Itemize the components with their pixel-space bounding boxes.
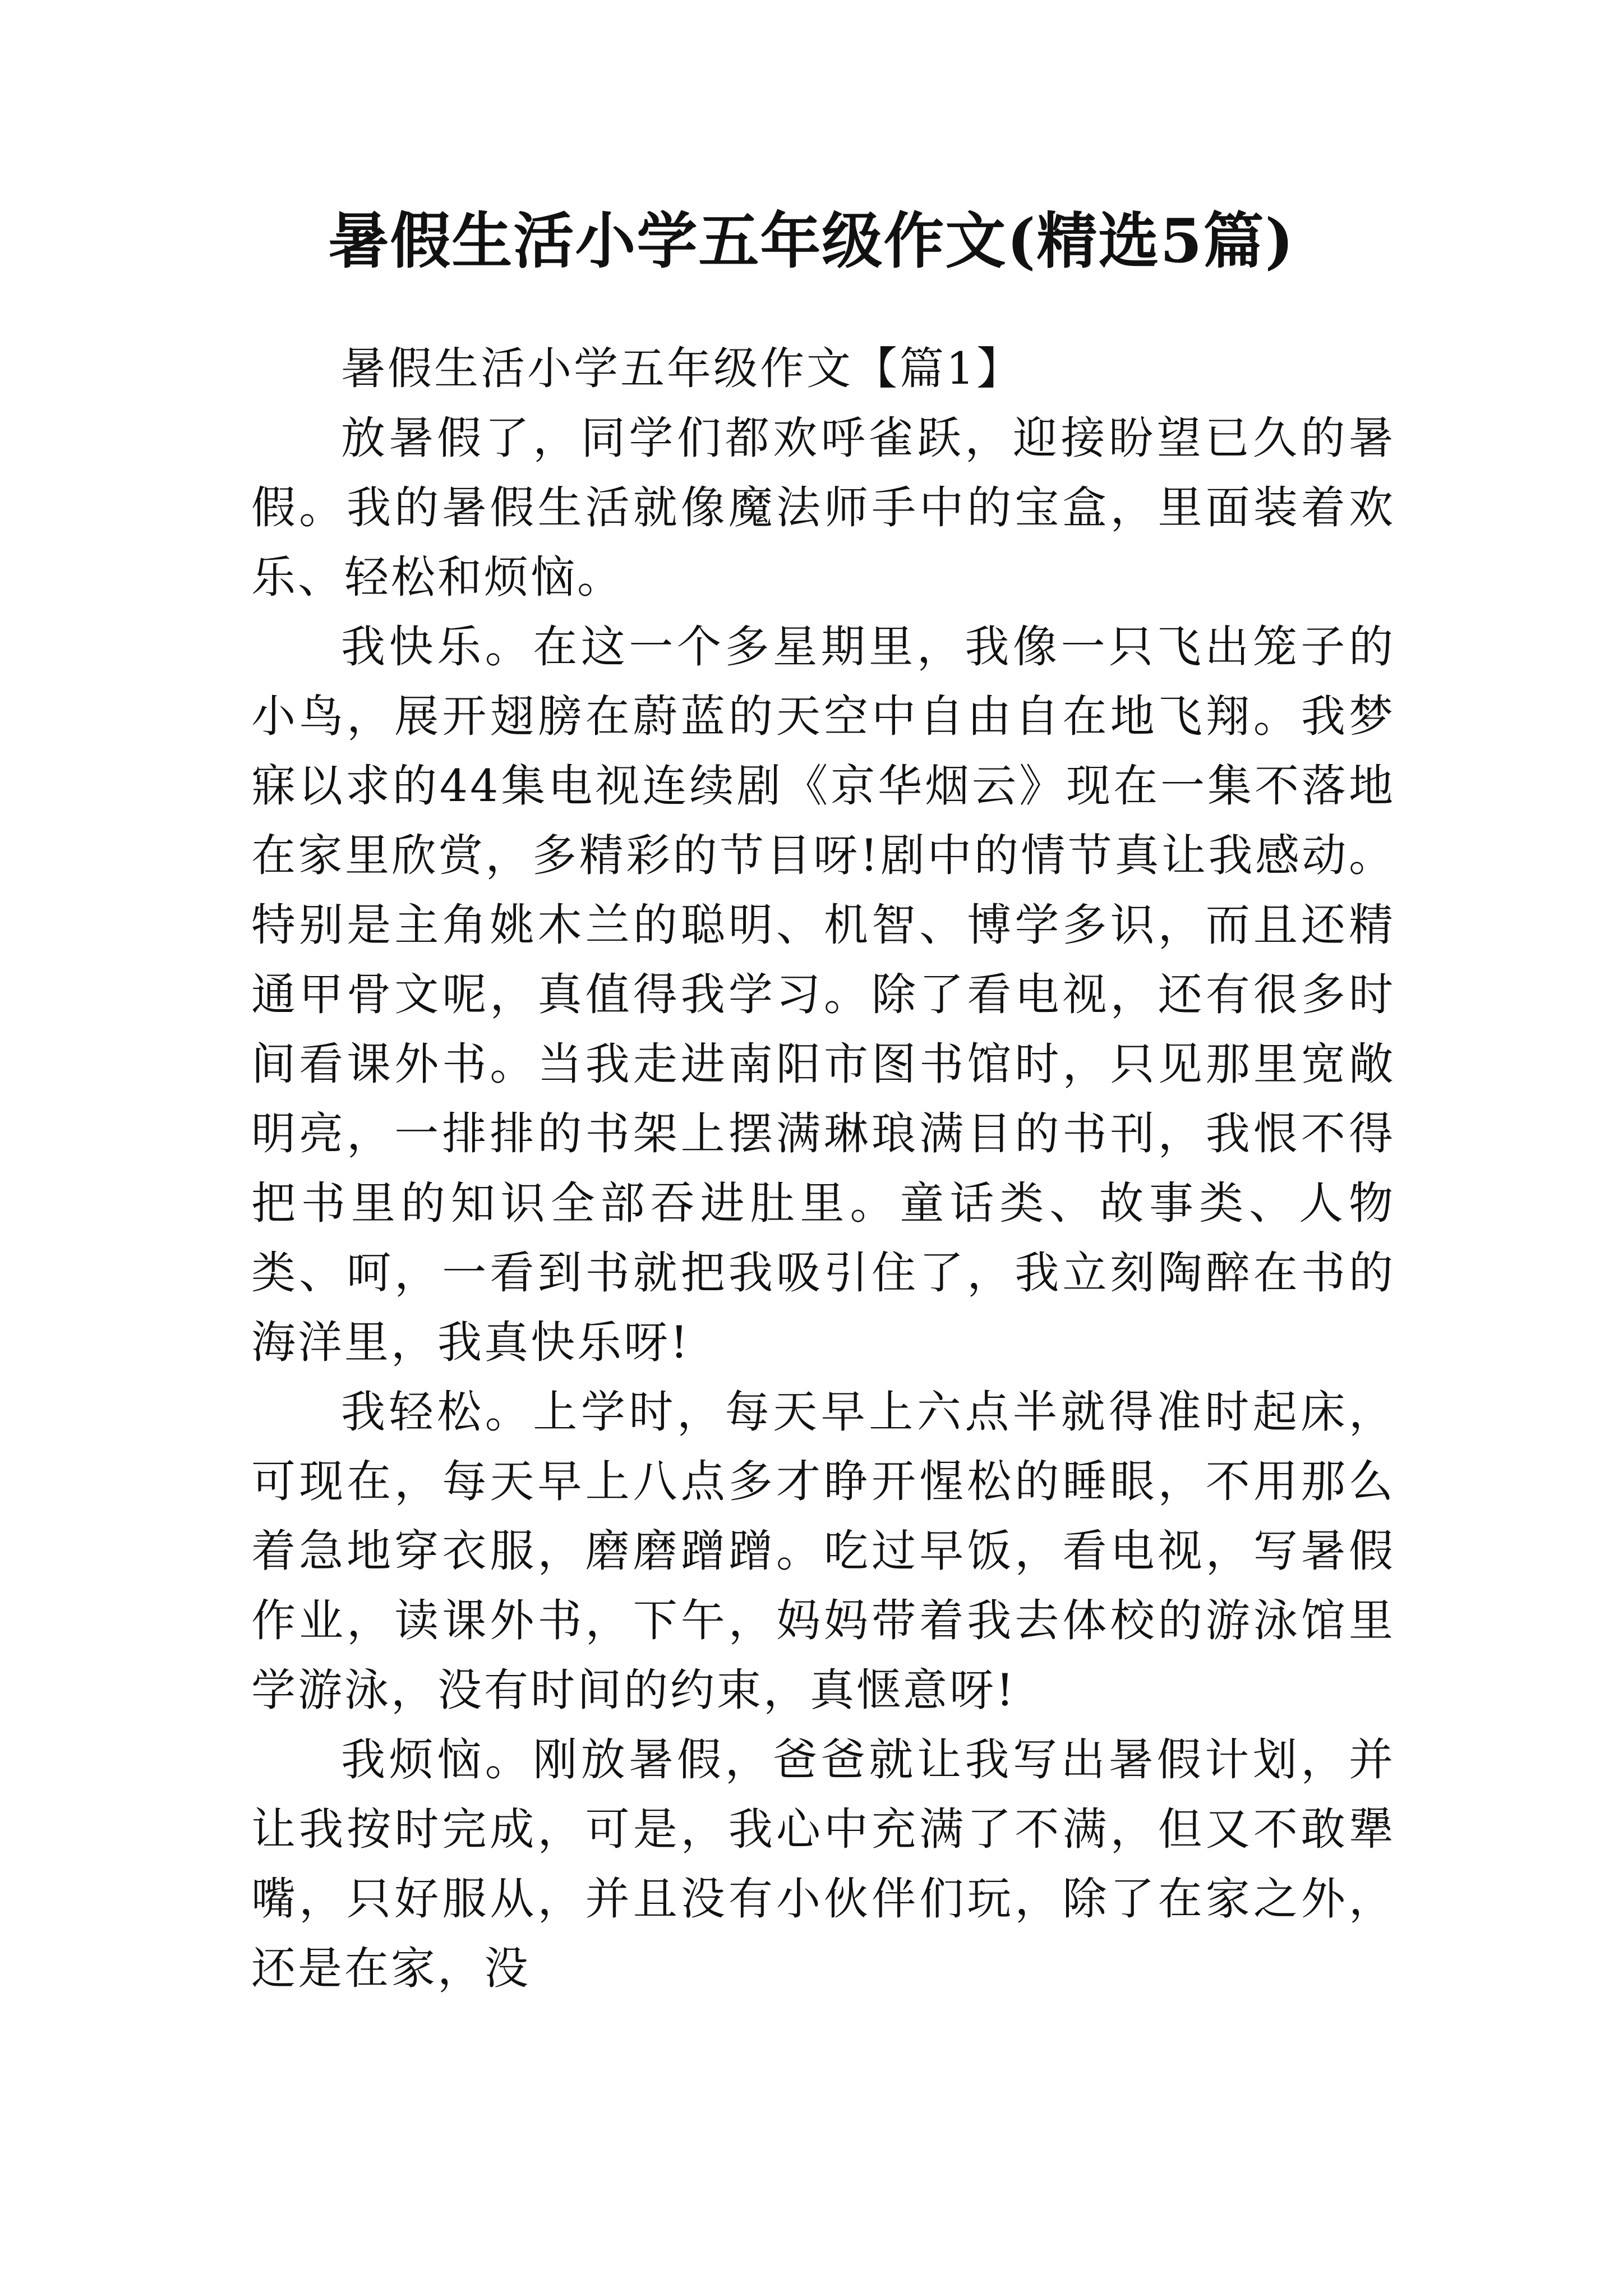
section-heading: 暑假生活小学五年级作文【篇1】 <box>341 343 1023 394</box>
document-title: 暑假生活小学五年级作文(精选5篇) <box>328 206 1295 277</box>
paragraph-1: 放暑假了，同学们都欢呼雀跃，迎接盼望已久的暑假。我的暑假生活就像魔法师手中的宝盒，里面装着欢乐、轻松和烦恼。 <box>251 412 1395 603</box>
paragraph-2: 我快乐。在这一个多星期里，我像一只飞出笼子的小鸟，展开翅膀在蔚蓝的天空中自由自在地飞翔。我梦寐以求的44集电视连续剧《京华烟云》现在一集不落地在家里欣赏，多精彩的节目呀!剧中的情节真让我感动。特别是主角姚木兰的聪明、机智、博学多识，而且还精通甲骨文呢，真值得我学习。除了看电视，还有很多时间看课外书。当我走进南阳市图书馆时，只见那里宽敞明亮，一排排的书架上摆满琳琅满目的书刊，我恨不得把书里的知识全部吞进肚里。童话类、故事类、人物类、呵，一看到书就把我吸引住了，我立刻陶醉在书的海洋里，我真快乐呀! <box>251 621 1395 1368</box>
paragraph-3: 我轻松。上学时，每天早上六点半就得准时起床，可现在，每天早上八点多才睁开惺松的睡眼，不用那么着急地穿衣服，磨磨蹭蹭。吃过早饭，看电视，写暑假作业，读课外书，下午，妈妈带着我去体校的游泳馆里学游泳，没有时间的约束，真惬意呀! <box>251 1386 1395 1716</box>
paragraph-4: 我烦恼。刚放暑假，爸爸就让我写出暑假计划，并让我按时完成，可是，我心中充满了不满，但又不敢犟嘴，只好服从，并且没有小伙伴们玩，除了在家之外，还是在家，没 <box>251 1734 1395 1994</box>
document-body <box>251 334 1395 2003</box>
